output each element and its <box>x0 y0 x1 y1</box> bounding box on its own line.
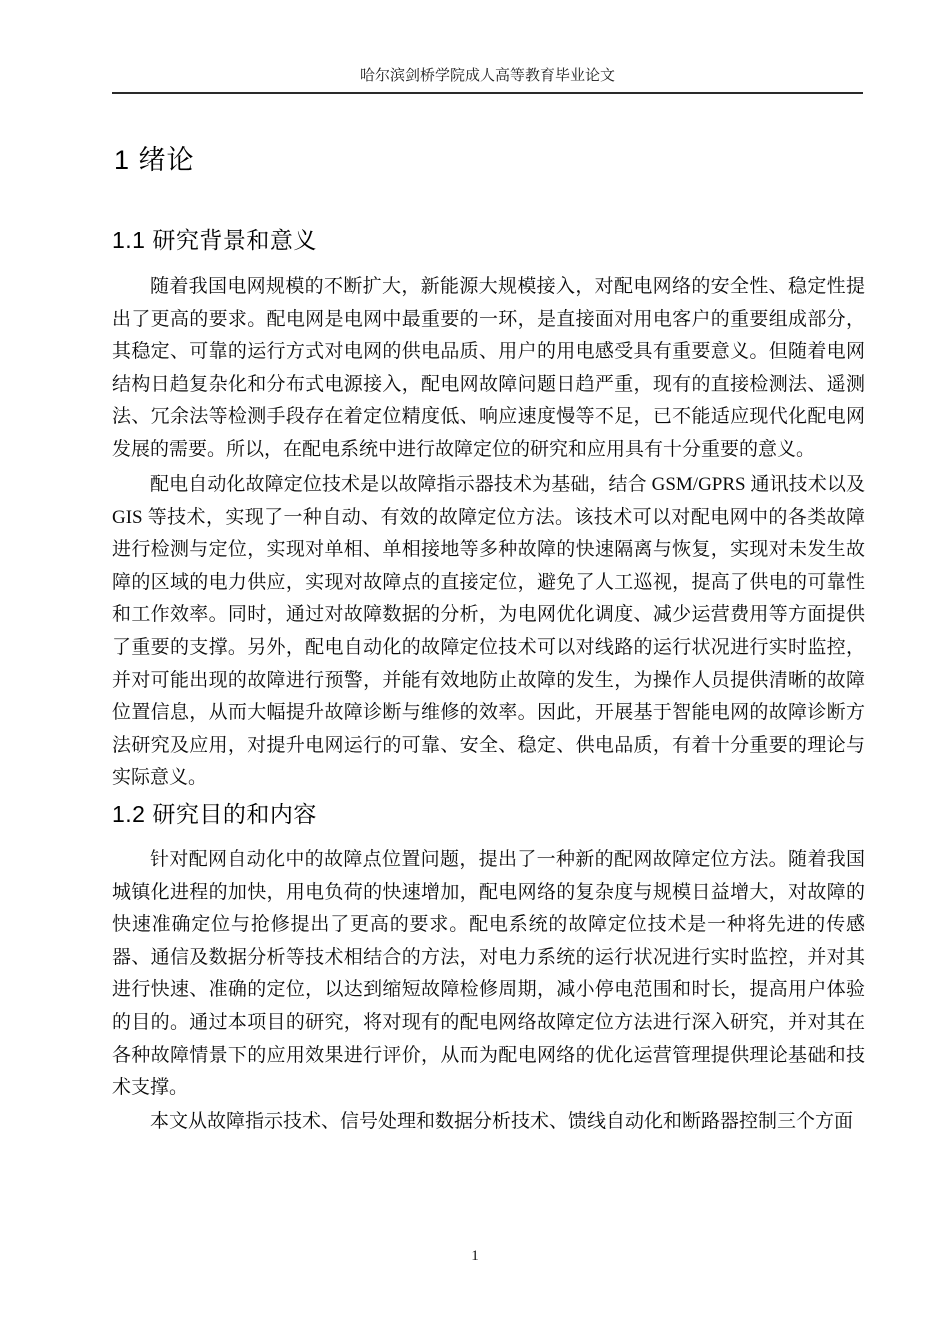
page-number: 1 <box>471 1248 479 1264</box>
header-title: 哈尔滨剑桥学院成人高等教育毕业论文 <box>359 68 615 84</box>
paragraph-purpose-2: 本文从故障指示技术、信号处理和数据分析技术、馈线自动化和断路器控制三个方面 <box>150 1111 854 1132</box>
section-title-1-1: 1.1 研究背景和意义 <box>112 227 317 253</box>
section-title-1-2: 1.2 研究目的和内容 <box>112 801 317 827</box>
page-header <box>112 64 863 94</box>
chapter-title: 1 绪论 <box>114 145 195 175</box>
paragraph-purpose-1: 针对配网自动化中的故障点位置问题，提出了一种新的配网故障定位方法。随着我国城镇化进程的加快，用电负荷的快速增加，配电网络的复杂度与规模日益增大，对故障的快速准确定位与抢修提出了更高的要求。配电系统的故障定位技术是一种将先进的传感器、通信及数据分析等技术相结合的方法，对电力系统的运行状况进行实时监控，并对其进行快速、准确的定位，以达到缩短故障检修周期，减小停电范围和时长，提高用户体验的目的。通过本项目的研究，将对现有的配电网络故障定位方法进行深入研究，并对其在各种故障情景下的应用效果进行评价，从而为配电网络的优化运营管理提供理论基础和技术支撑。 <box>112 849 865 1099</box>
paragraph-background-2: 配电自动化故障定位技术是以故障指示器技术为基础，结合 GSM/GPRS 通讯技术以及 GIS 等技术，实现了一种自动、有效的故障定位方法。该技术可以对配电网中的各类故障进行检测与定位，实现对单相、单相接地等多种故障的快速隔离与恢复，实现对未发生故障的区域的电力供应，实现对故障点的直接定位，避免了人工巡视，提高了供电的可靠性和工作效率。同时，通过对故障数据的分析，为电网优化调度、减少运营费用等方面提供了重要的支撑。另外，配电自动化的故障定位技术可以对线路的运行状况进行实时监控，并对可能出现的故障进行预警，并能有效地防止故障的发生，为操作人员提供清晰的故障位置信息，从而大幅提升故障诊断与维修的效率。因此，开展基于智能电网的故障诊断方法研究及应用，对提升电网运行的可靠、安全、稳定、供电品质，有着十分重要的理论与实际意义。 <box>112 474 865 789</box>
paragraph-background-1: 随着我国电网规模的不断扩大，新能源大规模接入，对配电网络的安全性、稳定性提出了更高的要求。配电网是电网中最重要的一环，是直接面对用电客户的重要组成部分，其稳定、可靠的运行方式对电网的供电品质、用户的用电感受具有重要意义。但随着电网结构日趋复杂化和分布式电源接入，配电网故障问题日趋严重，现有的直接检测法、遥测法、冗余法等检测手段存在着定位精度低、响应速度慢等不足，已不能适应现代化配电网发展的需要。所以，在配电系统中进行故障定位的研究和应用具有十分重要的意义。 <box>112 276 865 460</box>
